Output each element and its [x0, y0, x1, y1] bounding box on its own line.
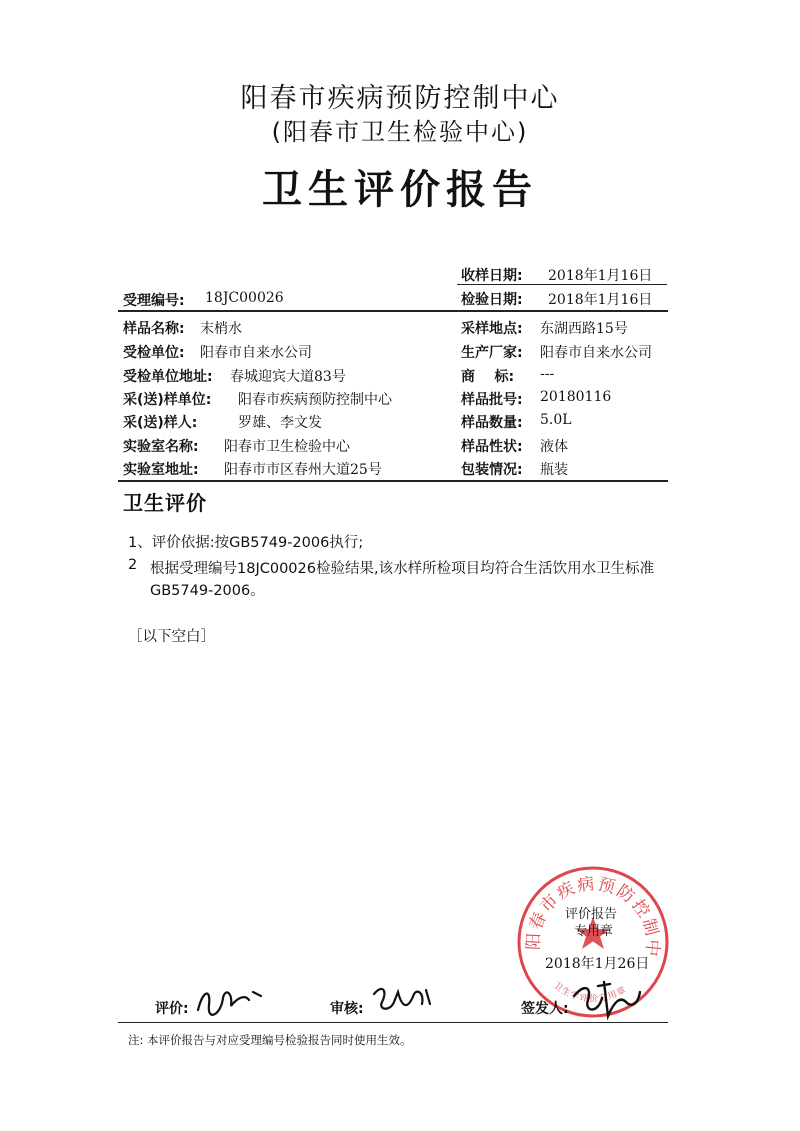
issuer-signature-icon [568, 976, 648, 1022]
sampling-location-value: 东湖西路15号 [540, 321, 628, 337]
sampling-unit-label: 采(送)样单位: [123, 392, 212, 408]
evaluation-item-1: 1、评价依据:按GB5749-2006执行; [128, 535, 364, 551]
stamp-line-2: 专用章 [574, 924, 614, 939]
trademark-value: --- [540, 366, 555, 382]
organization-subtitle: (阳春市卫生检验中心) [271, 118, 529, 146]
sampler-value: 罗雄、李文发 [238, 415, 322, 431]
sample-name-value: 末梢水 [200, 321, 242, 337]
lab-name-label: 实验室名称: [123, 439, 199, 455]
evaluation-item-2-number: 2 [128, 557, 138, 573]
divider [457, 284, 667, 285]
inspected-address-value: 春城迎宾大道83号 [230, 369, 346, 385]
evaluation-item-2-line-1: 根据受理编号18JC00026检验结果,该水样所检项目均符合生活饮用水卫生标准 [150, 561, 655, 577]
inspected-unit-value: 阳春市自来水公司 [200, 345, 312, 361]
organization-name: 阳春市疾病预防控制中心 [240, 83, 560, 114]
stamp-date: 2018年1月26日 [545, 956, 650, 972]
test-date-label: 检验日期: [461, 292, 523, 308]
manufacturer-label: 生产厂家: [461, 345, 523, 361]
sample-quantity-value: 5.0L [540, 412, 572, 428]
sampling-unit-value: 阳春市疾病预防控制中心 [238, 392, 392, 408]
reviewer-signature-icon [368, 980, 438, 1020]
footer-note: 注: 本评价报告与对应受理编号检验报告同时使用生效。 [128, 1033, 412, 1047]
accept-number-value: 18JC00026 [205, 290, 284, 306]
inspected-address-label: 受检单位地址: [123, 369, 213, 385]
stamp-line-1: 评价报告 [565, 907, 618, 922]
trademark-label: 商 标: [461, 369, 515, 385]
sample-state-label: 样品性状: [461, 439, 523, 455]
batch-number-label: 样品批号: [461, 392, 523, 408]
evaluator-signature-icon [193, 980, 273, 1020]
section-title: 卫生评价 [123, 491, 207, 515]
divider [118, 1022, 668, 1023]
inspected-unit-label: 受检单位: [123, 345, 185, 361]
batch-number-value: 20180116 [540, 389, 612, 405]
sampling-location-label: 采样地点: [461, 321, 523, 337]
stamp-outer-text: 阳春市疾病预防控制中 [523, 874, 663, 960]
stamp-bottom-text: 卫生学评价专用章 [550, 980, 629, 1005]
document-title: 卫生评价报告 [262, 167, 538, 213]
packaging-label: 包装情况: [461, 462, 523, 478]
test-date-value: 2018年1月16日 [548, 292, 653, 308]
received-date-value: 2018年1月16日 [548, 268, 653, 284]
blank-note: ［以下空白］ [128, 629, 215, 645]
lab-address-value: 阳春市市区春州大道25号 [224, 462, 382, 478]
sample-quantity-label: 样品数量: [461, 415, 523, 431]
lab-address-label: 实验室地址: [123, 462, 199, 478]
packaging-value: 瓶装 [540, 462, 568, 478]
manufacturer-value: 阳春市自来水公司 [540, 345, 652, 361]
sample-name-label: 样品名称: [123, 321, 185, 337]
divider [118, 480, 668, 482]
divider [118, 310, 668, 312]
received-date-label: 收样日期: [461, 268, 523, 284]
evaluation-item-2-line-2: GB5749-2006。 [150, 583, 265, 599]
accept-number-label: 受理编号: [123, 293, 185, 309]
sample-state-value: 液体 [540, 439, 568, 455]
issuer-label: 签发人: [521, 1001, 569, 1017]
sampler-label: 采(送)样人: [123, 415, 198, 431]
evaluator-label: 评价: [155, 1001, 189, 1017]
lab-name-value: 阳春市卫生检验中心 [224, 439, 350, 455]
reviewer-label: 审核: [330, 1001, 364, 1017]
